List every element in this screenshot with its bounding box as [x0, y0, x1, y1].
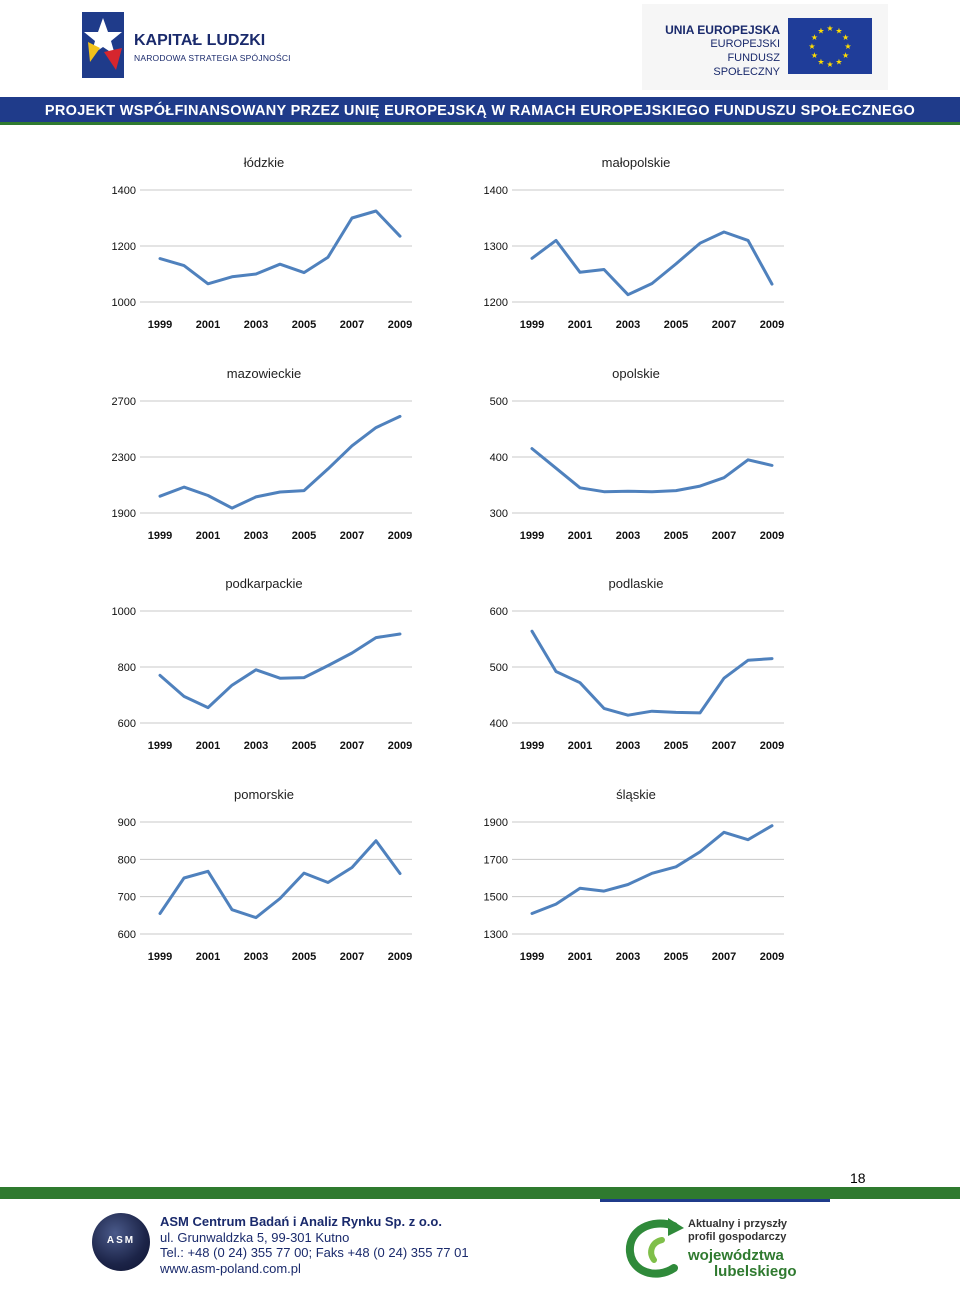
x-tick-label: 2005	[663, 740, 689, 752]
chart-podkarpackie-svg	[90, 571, 430, 771]
x-tick-label: 1999	[147, 740, 173, 752]
x-tick-label: 2007	[339, 740, 365, 752]
y-tick-label: 1300	[483, 241, 508, 253]
y-tick-label: 1700	[483, 854, 508, 867]
x-tick-label: 2001	[195, 740, 221, 752]
x-tick-label: 2001	[195, 951, 221, 963]
x-tick-label: 2007	[711, 319, 737, 331]
lubelskie-logo-line3: województwa	[688, 1247, 784, 1264]
x-tick-label: 2009	[759, 530, 785, 542]
eu-star-icon: ★	[842, 33, 850, 42]
eu-logo-text	[660, 23, 780, 79]
x-tick-label: 2003	[243, 319, 269, 331]
x-tick-label: 2001	[195, 319, 221, 331]
y-tick-label: 1900	[483, 817, 508, 829]
series-line-podlaskie	[532, 631, 772, 715]
x-tick-label: 2001	[567, 319, 593, 331]
x-tick-label: 2003	[615, 319, 641, 331]
lubelskie-profile-logo	[616, 1210, 816, 1288]
footer-divider	[0, 1187, 960, 1199]
chart-pomorskie-svg	[90, 782, 430, 982]
lubelskie-logo-line4: lubelskiego	[714, 1263, 797, 1280]
eu-star-icon: ★	[817, 26, 825, 36]
y-tick-label: 1200	[483, 297, 508, 309]
kapital-ludzki-emblem-icon	[82, 12, 124, 78]
y-tick-label: 600	[117, 718, 136, 730]
footer-website-link[interactable]: www.asm-poland.com.pl	[160, 1260, 301, 1276]
y-tick-label: 600	[117, 929, 136, 941]
x-tick-label: 2003	[615, 530, 641, 542]
x-tick-label: 2009	[759, 951, 785, 963]
x-tick-label: 2009	[759, 319, 785, 331]
x-tick-label: 1999	[519, 951, 545, 963]
y-tick-label: 1400	[483, 185, 508, 197]
x-tick-label: 2003	[615, 740, 641, 752]
x-tick-label: 2007	[711, 530, 737, 542]
eu-star-icon: ★	[842, 51, 850, 60]
eu-star-icon: ★	[844, 42, 852, 51]
lubelskie-arrow-icon	[622, 1216, 690, 1282]
x-tick-label: 2007	[339, 530, 365, 542]
y-tick-label: 400	[489, 718, 508, 730]
x-tick-label: 2007	[339, 319, 365, 331]
chart-malopolskie-svg	[462, 150, 802, 350]
chart-title-mazowieckie: mazowieckie	[226, 366, 302, 381]
y-tick-label: 500	[489, 396, 508, 408]
y-tick-label: 400	[489, 452, 508, 464]
eu-logo-line3: FUNDUSZ SPOŁECZNY	[713, 52, 780, 78]
y-tick-label: 1900	[111, 508, 136, 520]
y-tick-label: 500	[489, 662, 508, 674]
eu-star-icon: ★	[808, 42, 816, 51]
chart-opolskie-svg	[462, 361, 802, 561]
chart-title-pomorskie: pomorskie	[234, 787, 294, 802]
asm-logo-icon	[92, 1213, 150, 1271]
footer-contact	[160, 1214, 469, 1276]
header-logos	[0, 0, 960, 97]
eu-star-icon: ★	[810, 51, 818, 60]
eu-star-icon: ★	[810, 33, 818, 42]
series-line-malopolskie	[532, 232, 772, 295]
x-tick-label: 2001	[567, 530, 593, 542]
eu-flag-icon	[788, 18, 872, 74]
x-tick-label: 2009	[387, 319, 413, 331]
x-tick-label: 2005	[663, 319, 689, 331]
chart-podlaskie	[462, 571, 802, 771]
y-tick-label: 1400	[111, 185, 136, 197]
x-tick-label: 2005	[291, 319, 317, 331]
series-line-mazowieckie	[160, 416, 400, 508]
series-line-opolskie	[532, 449, 772, 492]
project-banner-text: PROJEKT WSPÓŁFINANSOWANY PRZEZ UNIĘ EUROPEJSKĄ W RAMACH EUROPEJSKIEGO FUNDUSZU SPOŁECZNEGO	[44, 103, 916, 119]
x-tick-label: 2005	[291, 530, 317, 542]
y-tick-label: 800	[117, 662, 136, 674]
y-tick-label: 1300	[483, 929, 508, 941]
x-tick-label: 2001	[567, 951, 593, 963]
y-tick-label: 1000	[111, 297, 136, 309]
chart-pomorskie	[90, 782, 430, 982]
y-tick-label: 1000	[111, 606, 136, 618]
kapital-ludzki-logo	[82, 12, 292, 78]
y-tick-label: 1500	[483, 891, 508, 904]
y-tick-label: 800	[117, 854, 136, 867]
x-tick-label: 2007	[711, 951, 737, 963]
x-tick-label: 1999	[147, 951, 173, 963]
x-tick-label: 2009	[387, 740, 413, 752]
x-tick-label: 1999	[519, 319, 545, 331]
x-tick-label: 2005	[291, 951, 317, 963]
chart-title-slaskie: śląskie	[616, 787, 656, 802]
x-tick-label: 2009	[759, 740, 785, 752]
series-line-pomorskie	[160, 841, 400, 918]
chart-lodzkie	[90, 150, 430, 350]
chart-title-podlaskie: podlaskie	[608, 576, 664, 591]
x-tick-label: 2005	[663, 951, 689, 963]
project-banner	[0, 97, 960, 125]
x-tick-label: 2009	[387, 530, 413, 542]
footer-address: ul. Grunwaldzka 5, 99-301 Kutno	[160, 1229, 350, 1245]
footer-divider-accent	[600, 1199, 830, 1202]
chart-mazowieckie-svg	[90, 361, 430, 561]
y-tick-label: 300	[489, 508, 508, 520]
footer-company-name: ASM Centrum Badań i Analiz Rynku Sp. z o.o.	[160, 1214, 442, 1229]
x-tick-label: 1999	[519, 530, 545, 542]
eu-logo-line2: EUROPEJSKI	[710, 38, 780, 50]
chart-title-malopolskie: małopolskie	[601, 155, 671, 170]
y-tick-label: 2300	[111, 452, 136, 464]
x-tick-label: 2003	[615, 951, 641, 963]
chart-slaskie	[462, 782, 802, 982]
x-tick-label: 2003	[243, 530, 269, 542]
asm-logo-letters: ASM	[106, 1235, 136, 1246]
lubelskie-logo-line2: profil gospodarczy	[688, 1231, 787, 1243]
chart-slaskie-svg	[462, 782, 802, 982]
chart-title-lodzkie: łódzkie	[243, 155, 285, 170]
chart-podkarpackie	[90, 571, 430, 771]
chart-malopolskie	[462, 150, 802, 350]
series-line-lodzkie	[160, 211, 400, 284]
eu-star-icon: ★	[826, 24, 834, 33]
eu-logo	[642, 4, 888, 90]
chart-title-podkarpackie: podkarpackie	[225, 576, 303, 591]
footer-phone: Tel.: +48 (0 24) 355 77 00; Faks +48 (0 24) 355 77 01	[160, 1245, 469, 1260]
y-tick-label: 900	[117, 817, 136, 829]
chart-lodzkie-svg	[90, 150, 430, 350]
eu-logo-line1: UNIA EUROPEJSKA	[665, 23, 780, 37]
eu-star-icon: ★	[835, 26, 843, 36]
x-tick-label: 2007	[711, 740, 737, 752]
x-tick-label: 2001	[567, 740, 593, 752]
y-tick-label: 700	[117, 891, 136, 904]
chart-title-opolskie: opolskie	[612, 366, 660, 381]
eu-star-icon: ★	[826, 60, 834, 69]
y-tick-label: 600	[489, 606, 508, 618]
x-tick-label: 2003	[243, 951, 269, 963]
chart-mazowieckie	[90, 361, 430, 561]
x-tick-label: 2003	[243, 740, 269, 752]
page-number: 18	[850, 1170, 866, 1186]
chart-opolskie	[462, 361, 802, 561]
x-tick-label: 1999	[519, 740, 545, 752]
series-line-podkarpackie	[160, 634, 400, 708]
y-tick-label: 1200	[111, 241, 136, 253]
x-tick-label: 1999	[147, 319, 173, 331]
eu-star-icon: ★	[835, 57, 843, 67]
x-tick-label: 1999	[147, 530, 173, 542]
series-line-slaskie	[532, 826, 772, 914]
x-tick-label: 2009	[387, 951, 413, 963]
x-tick-label: 2007	[339, 951, 365, 963]
x-tick-label: 2001	[195, 530, 221, 542]
x-tick-label: 2005	[663, 530, 689, 542]
chart-podlaskie-svg	[462, 571, 802, 771]
kapital-ludzki-title: KAPITAŁ LUDZKI	[134, 32, 266, 49]
eu-star-icon: ★	[817, 57, 825, 67]
x-tick-label: 2005	[291, 740, 317, 752]
lubelskie-logo-line1: Aktualny i przyszły	[688, 1218, 788, 1230]
y-tick-label: 2700	[111, 396, 136, 408]
kapital-ludzki-subtitle: NARODOWA STRATEGIA SPÓJNOŚCI	[134, 53, 291, 63]
